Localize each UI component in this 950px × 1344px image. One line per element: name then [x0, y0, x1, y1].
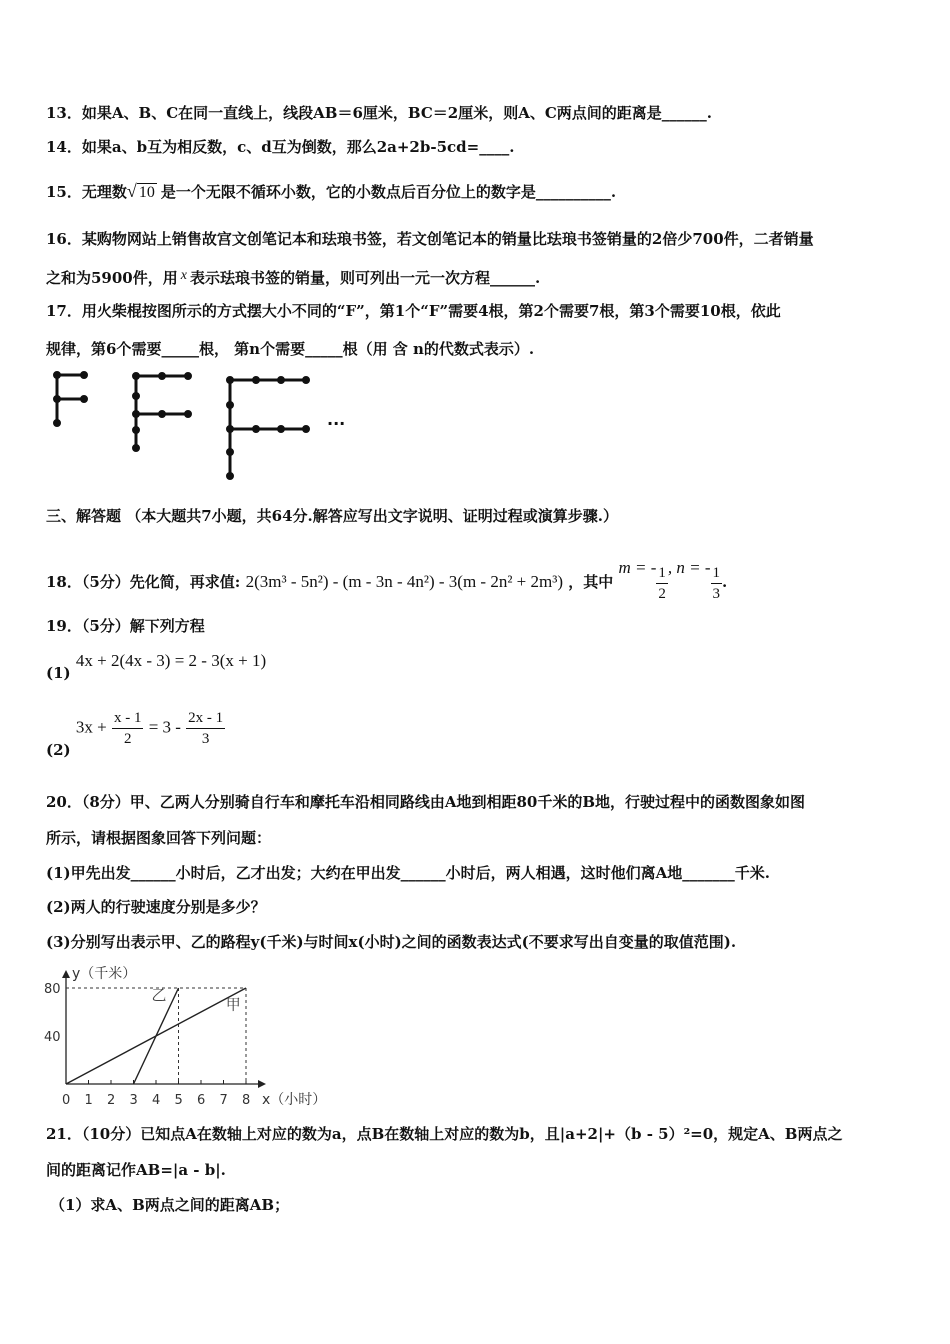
ellipsis: ...	[327, 410, 346, 429]
part-2-label: (2)	[46, 740, 71, 759]
sqrt-10: √ 10	[126, 181, 155, 201]
m-numerator: 1	[656, 563, 668, 584]
equation-2-fraction-1	[112, 708, 144, 749]
x-tick-label: 0	[62, 1093, 71, 1108]
question-20-line-2: 所示，请根据图象回答下列问题：	[46, 829, 272, 847]
fraction-2-denominator: 3	[201, 731, 210, 747]
question-20-line-5: (3)分别写出表示甲、乙的路程y(千米)与时间x(小时)之间的函数表达式(不要求写出自变量的取值范围).	[46, 933, 737, 951]
variable-x: x	[180, 268, 187, 283]
question-21-part-1: （1）求A、B两点之间的距离AB；	[50, 1196, 290, 1214]
question-16-line-1: 16．某购物网站上销售故宫文创笔记本和珐琅书签，若文创笔记本的销量比珐琅书签销量的2倍少700件，二者销量	[46, 230, 814, 248]
m-denominator: 2	[658, 585, 666, 602]
distance-time-chart	[35, 958, 345, 1113]
question-14: 14．如果a、b互为相反数，c、d互为倒数，那么2a+2b-5cd=____.	[46, 138, 515, 156]
y-tick-label: 40	[44, 1030, 61, 1045]
equation-2-middle: = 3 -	[148, 717, 181, 737]
question-21-line-2: 间的距离记作AB=|a - b|.	[46, 1161, 226, 1179]
question-18	[46, 546, 728, 602]
x-axis-label: x（小时）	[262, 1092, 327, 1108]
question-16-text-b: 表示珐琅书签的销量，则可列出一元一次方程______.	[189, 269, 541, 287]
x-tick-label: 6	[197, 1093, 206, 1108]
question-17-line-2: 规律，第6个需要_____根， 第n个需要_____根（用 含 n的代数式表示）.	[46, 340, 535, 358]
x-tick-label: 4	[152, 1093, 161, 1108]
x-tick-label: 8	[242, 1093, 251, 1108]
series-label-yi: 乙	[151, 986, 167, 1004]
series-label-jia: 甲	[225, 995, 241, 1014]
question-20-line-4: (2)两人的行驶速度分别是多少？	[46, 898, 266, 916]
x-axis-arrow	[258, 1080, 266, 1088]
question-15-text-b: 是一个无限不循环小数，它的小数点后百分位上的数字是__________.	[160, 183, 617, 201]
y-tick-label: 80	[44, 982, 61, 997]
equation-2-fraction-2	[186, 708, 225, 749]
x-tick-label: 7	[219, 1093, 228, 1108]
section-3-heading: 三、解答题 （本大题共7小题，共64分.解答应写出文字说明、证明过程或演算步骤.）	[46, 507, 618, 525]
n-numerator: 1	[711, 563, 723, 584]
question-15-text-a: 15．无理数	[46, 183, 127, 201]
n-fraction	[711, 563, 723, 604]
fraction-1-numerator: x - 1	[112, 708, 144, 729]
part-1-label: (1)	[46, 664, 71, 682]
question-15	[46, 182, 616, 203]
question-18-expression: 2(3m³ - 5n²) - (m - 3n - 4n²) - 3(m - 2n² + 2m³)	[245, 572, 563, 591]
equation-1: 4x + 2(4x - 3) = 2 - 3(x + 1)	[75, 651, 267, 670]
m-fraction	[656, 563, 668, 604]
question-18-text-a: 18．（5分）先化简，再求值:	[46, 573, 241, 591]
question-19-part-2	[46, 708, 225, 759]
fraction-1-denominator: 2	[123, 731, 132, 747]
m-value-prefix: m = -	[618, 558, 657, 577]
question-18-text-b: ，其中	[568, 573, 614, 591]
question-16-line-2	[46, 266, 540, 288]
y-axis-label: y（千米）	[72, 966, 137, 982]
matchstick-f-figure	[45, 368, 375, 480]
fraction-2-numerator: 2x - 1	[186, 708, 225, 729]
question-19-part-1	[46, 651, 266, 687]
question-19-title: 19．（5分）解下列方程	[46, 617, 205, 635]
x-tick-label: 3	[129, 1093, 138, 1108]
n-denominator: 3	[712, 585, 721, 602]
x-tick-label: 5	[174, 1093, 183, 1108]
radicand: 10	[138, 184, 155, 201]
question-17-line-1: 17．用火柴棍按图所示的方式摆大小不同的“F”，第1个“F”需要4根，第2个需要7根，第3个需要10根，依此	[46, 302, 781, 320]
question-21-line-1: 21．（10分）已知点A在数轴上对应的数为a，点B在数轴上对应的数为b，且|a+2|+（b - 5）²=0，规定A、B两点之	[46, 1125, 843, 1143]
question-20-line-3: (1)甲先出发______小时后，乙才出发；大约在甲出发______小时后，两人相遇，这时他们离A地_______千米.	[46, 864, 770, 882]
equation-2-part-a: 3x +	[75, 717, 107, 737]
n-value-prefix: , n = -	[667, 558, 711, 577]
question-20-line-1: 20．（8分）甲、乙两人分别骑自行车和摩托车沿相同路线由A地到相距80千米的B地，行驶过程中的函数图象如图	[46, 793, 806, 811]
y-axis-arrow	[62, 970, 70, 978]
period: .	[722, 573, 728, 591]
question-13: 13．如果A、B、C在同一直线上，线段AB＝6厘米，BC＝2厘米，则A、C两点间的距离是______.	[46, 104, 713, 122]
x-tick-label: 2	[107, 1093, 116, 1108]
x-tick-label: 1	[84, 1093, 93, 1108]
question-16-text-a: 之和为5900件，用	[46, 269, 178, 287]
